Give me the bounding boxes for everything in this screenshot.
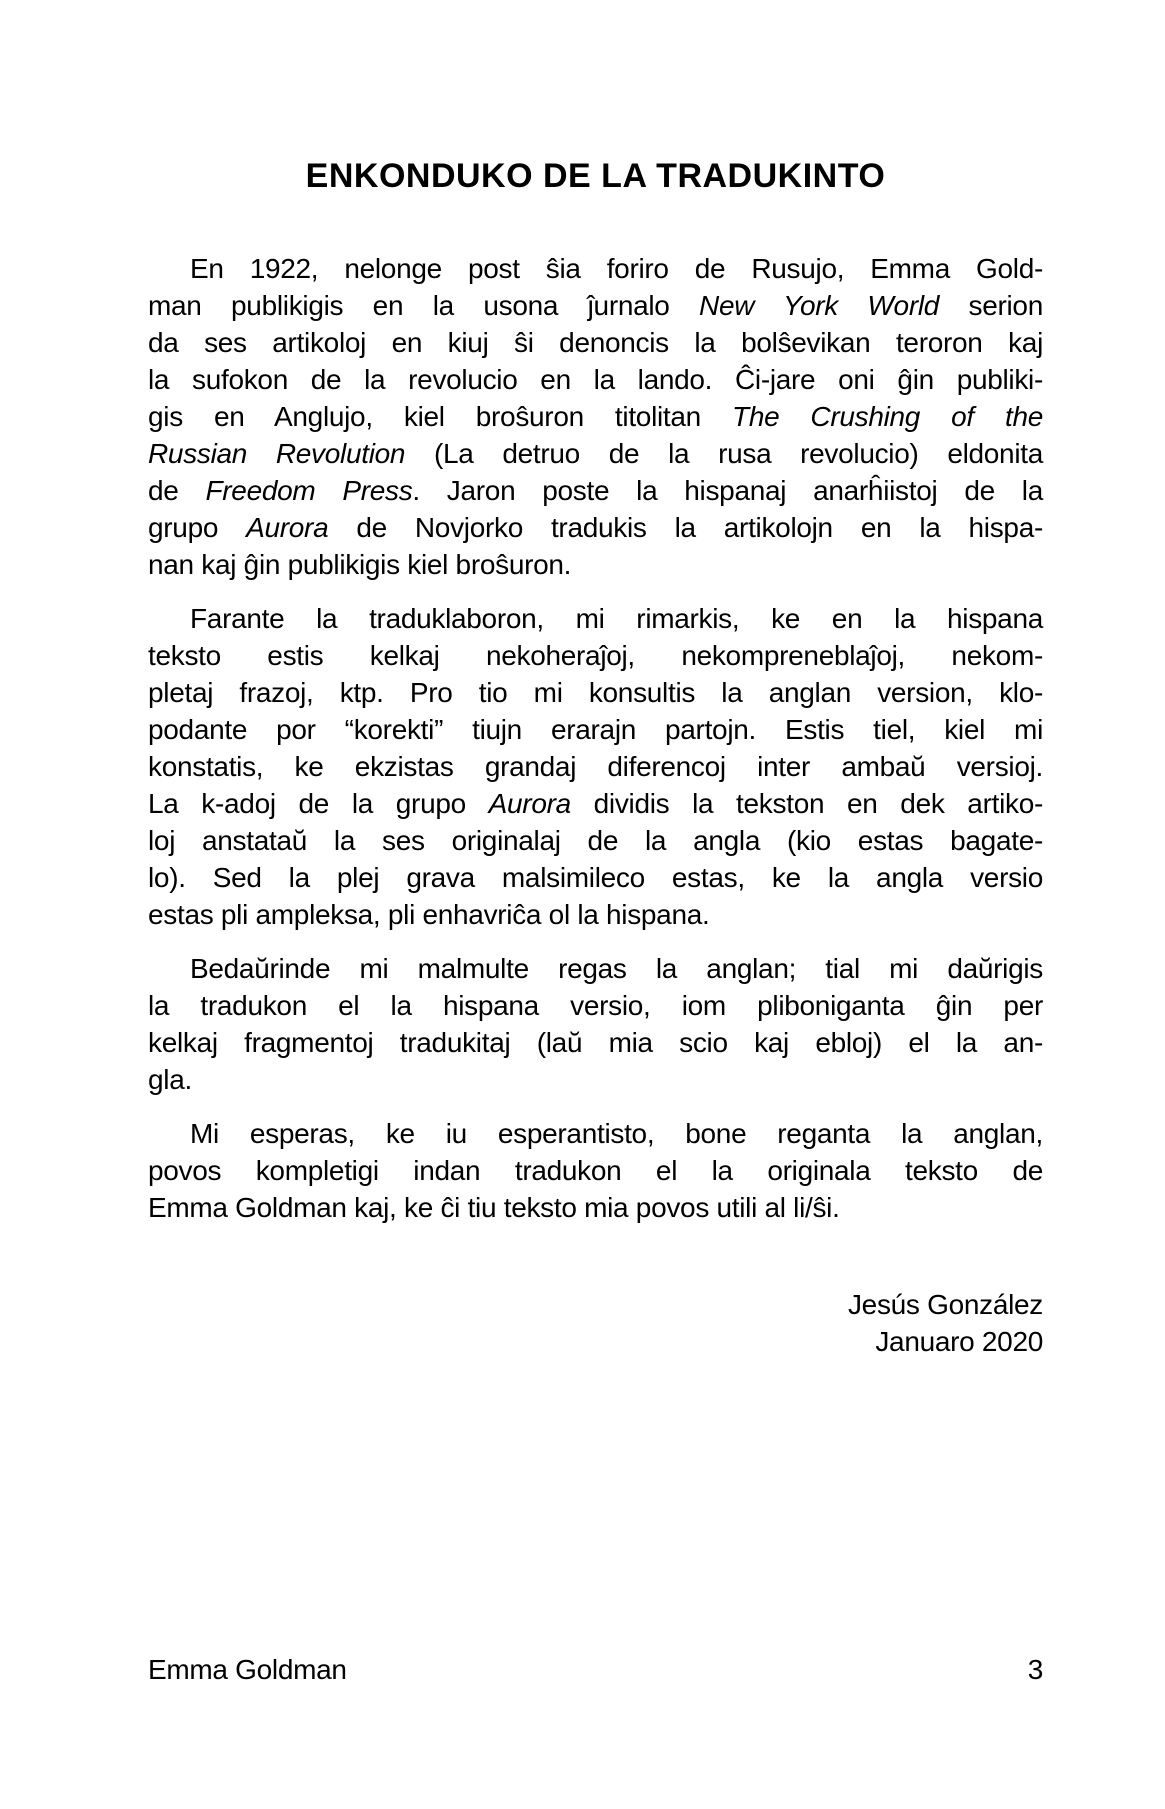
book-page [0,155,1165,1809]
text-line: de Freedom Press. Jaron poste la hispanaj anarĥiistoj de la [148,475,1043,506]
text-line: kelkaj fragmentoj tradukitaj (laŭ mia scio kaj ebloj) el la an- [148,1027,1043,1058]
text-line: teksto estis kelkaj nekoheraĵoj, nekompreneblaĵoj, nekom- [148,640,1043,671]
text-line: En 1922, nelonge post ŝia foriro de Rusujo, Emma Gold- [190,253,1043,284]
paragraphs [148,250,1043,1226]
text-line: grupo Aurora de Novjorko tradukis la artikolojn en la hispa- [148,512,1043,543]
page-title: ENKONDUKO DE LA TRADUKINTO [305,157,886,195]
paragraph [148,600,1043,933]
signature-name: Jesús González [847,1289,1043,1320]
text-line: La k-adoj de la grupo Aurora dividis la tekston en dek artiko- [148,788,1043,819]
text-line: Farante la traduklaboron, mi rimarkis, ke en la hispana [190,603,1043,634]
text-line: povos kompletigi indan tradukon el la originala teksto de [148,1155,1043,1186]
text-line: man publikigis en la usona ĵurnalo New York World serion [148,290,1043,321]
text-line: la tradukon el la hispana versio, iom pliboniganta ĝin per [148,990,1043,1021]
text-line: la sufokon de la revolucio en la lando. Ĉi-jare oni ĝin publiki- [148,364,1043,395]
paragraph [148,950,1043,1098]
text-line: estas pli ampleksa, pli enhavriĉa ol la hispana. [148,899,710,930]
text-line: Bedaŭrinde mi malmulte regas la anglan; tial mi daŭrigis [190,953,1043,984]
text-line: podante por “korekti” tiujn erarajn partojn. Estis tiel, kiel mi [148,714,1043,745]
text-line: Mi esperas, ke iu esperantisto, bone reganta la anglan, [190,1118,1043,1149]
text-line: gla. [148,1064,192,1095]
text-line: gis en Anglujo, kiel broŝuron titolitan The Crushing of the [148,401,1043,432]
footer-author: Emma Goldman [148,1654,347,1685]
signature-date: Januaro 2020 [875,1326,1043,1357]
text-line: konstatis, ke ekzistas grandaj diferencoj inter ambaŭ versioj. [148,751,1043,782]
text-line: lo). Sed la plej grava malsimileco estas, ke la angla versio [148,862,1043,893]
text-line: Russian Revolution (La detruo de la rusa revolucio) eldonita [148,438,1043,469]
footer-page-number: 3 [1027,1654,1043,1685]
text-line: da ses artikoloj en kiuj ŝi denoncis la bolŝevikan teroron kaj [148,327,1043,358]
text-line: nan kaj ĝin publikigis kiel broŝuron. [148,549,572,580]
paragraph [148,250,1043,583]
signature-block [148,1286,1043,1360]
text-line: Emma Goldman kaj, ke ĉi tiu teksto mia povos utili al li/ŝi. [148,1192,840,1223]
text-line: loj anstataŭ la ses originalaj de la angla (kio estas bagate- [148,825,1043,856]
paragraph [148,1115,1043,1226]
page-footer [148,1651,1043,1688]
text-line: pletaj frazoj, ktp. Pro tio mi konsultis la anglan version, klo- [148,677,1043,708]
